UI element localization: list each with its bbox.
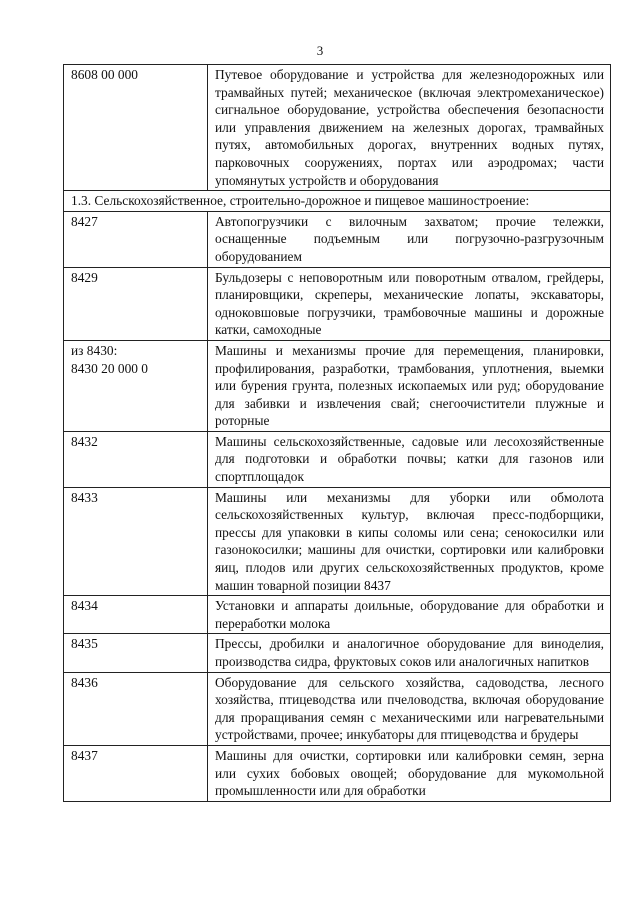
table-row xyxy=(64,431,611,487)
code-cell xyxy=(64,211,208,267)
table-row xyxy=(64,267,611,340)
code-cell xyxy=(64,267,208,340)
description-cell: Машины сельскохозяйственные, садовые или лесохозяйственные для подготовки и обработки почвы; катки для газонов или спортплощадок xyxy=(208,431,611,487)
commodity-code: 8608 00 000 xyxy=(71,67,138,82)
description-cell: Бульдозеры с неповоротным или поворотным отвалом, грейдеры, планировщики, скреперы, механические лопаты, экскаваторы, одноковшовые погрузчики, трамбовочные машины и дорожные катки, самоходные xyxy=(208,267,611,340)
description-cell: Прессы, дробилки и аналогичное оборудование для виноделия, производства сидра, фруктовых соков или аналогичных напитков xyxy=(208,634,611,672)
code-cell xyxy=(64,65,208,191)
commodity-code: 8435 xyxy=(71,636,98,652)
table-row xyxy=(64,340,611,431)
commodity-code: 8433 xyxy=(71,489,98,505)
commodity-code: 8432 xyxy=(71,433,98,449)
section-row xyxy=(64,191,611,212)
commodity-code: 8430 20 000 0 xyxy=(71,360,148,376)
description-cell: Установки и аппараты доильные, оборудование для обработки и переработки молока xyxy=(208,596,611,634)
commodity-code: 8429 xyxy=(71,269,98,285)
description-cell: Оборудование для сельского хозяйства, садоводства, лесного хозяйства, птицеводства или пчеловодства, включая оборудование для проращивания семян с механическими или нагревательными устройствами, прочее; инкубаторы для птицеводства и брудеры xyxy=(208,672,611,745)
code-cell xyxy=(64,596,208,634)
commodity-code: 8436 xyxy=(71,674,98,690)
description-cell: Машины для очистки, сортировки или калибровки семян, зерна или сухих бобовых овощей; оборудование для мукомольной промышленности или для обработки xyxy=(208,745,611,801)
description-cell: Автопогрузчики с вилочным захватом; прочие тележки, оснащенные подъемным или погрузочно-разгрузочным оборудованием xyxy=(208,211,611,267)
table-row xyxy=(64,634,611,672)
table-row xyxy=(64,672,611,745)
code-cell xyxy=(64,431,208,487)
commodity-code-prefix: из 8430: xyxy=(71,342,118,358)
code-cell xyxy=(64,672,208,745)
table-row xyxy=(64,211,611,267)
table-row xyxy=(64,487,611,596)
tariff-code-table xyxy=(63,64,611,802)
code-cell xyxy=(64,487,208,596)
description-cell: Машины и механизмы прочие для перемещения, планировки, профилирования, разработки, трамбования, уплотнения, выемки или бурения грунта, полезных ископаемых или руд; оборудование для забивки и извлечения свай; снегоочистители плужные и роторные xyxy=(208,340,611,431)
code-cell xyxy=(64,745,208,801)
commodity-code: 8427 xyxy=(71,213,98,229)
commodity-code: 8434 xyxy=(71,598,98,614)
page-number: 3 xyxy=(316,43,324,58)
code-cell xyxy=(64,340,208,431)
code-cell xyxy=(64,634,208,672)
description-cell: Путевое оборудование и устройства для железнодорожных или трамвайных путей; механическое (включая электромеханическое) сигнальное оборудование, устройства обеспечения безопасности или управления движением на железных дорогах, трамвайных путях, автомобильных дорогах, внутренних водных путях, парковочных сооружениях, портах или аэродромах; части упомянутых устройств и оборудования xyxy=(208,65,611,191)
section-heading: 1.3. Сельскохозяйственное, строительно-дорожное и пищевое машиностроение: xyxy=(64,191,611,212)
table-row xyxy=(64,65,611,191)
table-row xyxy=(64,596,611,634)
description-cell: Машины или механизмы для уборки или обмолота сельскохозяйственных культур, включая пресс-подборщики, прессы для упаковки в кипы соломы или сена; сенокосилки или газонокосилки; машины для очистки, сортировки или калибровки яиц, плодов или других сельскохозяйственных продуктов, кроме машин товарной позиции 8437 xyxy=(208,487,611,596)
table-row xyxy=(64,745,611,801)
commodity-code: 8437 xyxy=(71,747,98,763)
